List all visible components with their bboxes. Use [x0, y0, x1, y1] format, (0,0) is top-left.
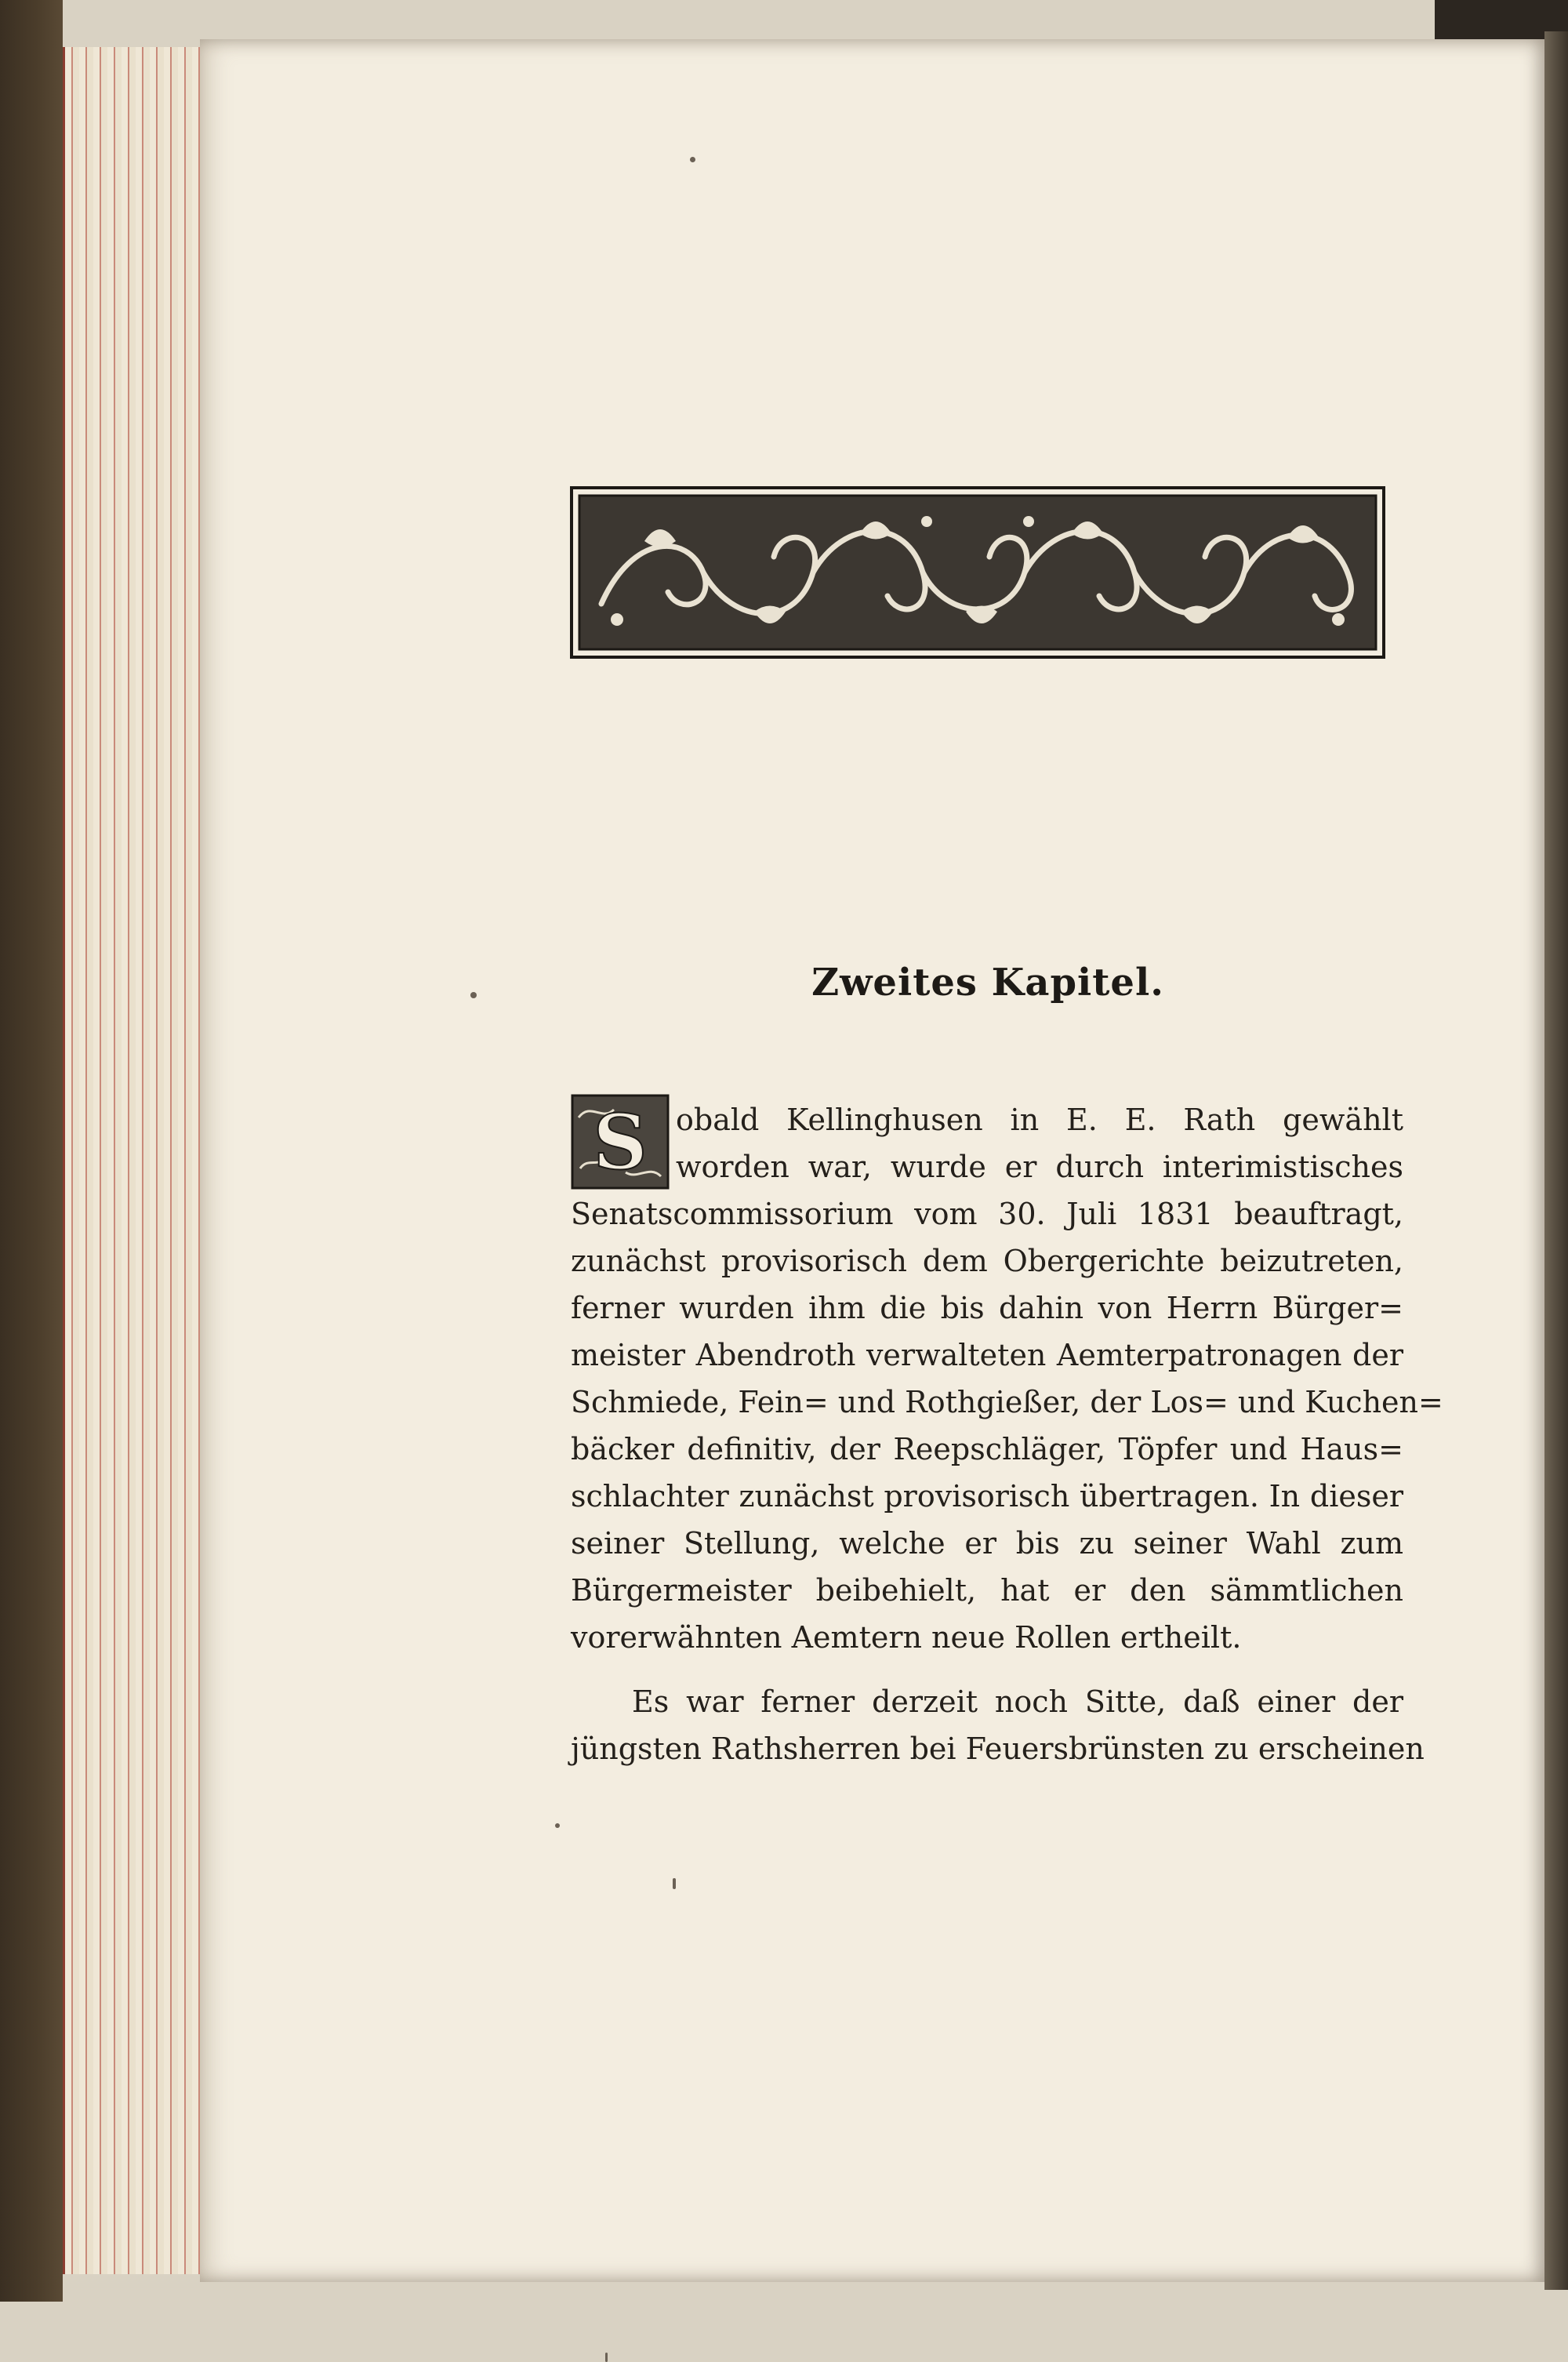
- initial-frame-icon: [571, 1094, 670, 1190]
- text-line: vorerwähnten Aemtern neue Rollen ertheilt.: [571, 1620, 1242, 1655]
- page-edges: [63, 47, 202, 2274]
- paper-speck: [555, 1823, 560, 1828]
- text-line: worden war, wurde er durch interimistisches: [676, 1150, 1403, 1184]
- text-line: obald Kellinghusen in E. E. Rath gewählt: [676, 1103, 1403, 1137]
- paper-speck: [605, 2353, 608, 2362]
- book-cover-edge: [0, 0, 63, 2302]
- text-line: bäcker definitiv, der Reepschläger, Töpfer und Haus=: [571, 1432, 1403, 1466]
- text-line: Schmiede, Fein= und Rothgießer, der Los= und Kuchen=: [571, 1385, 1443, 1419]
- paper-speck: [690, 157, 695, 162]
- chapter-title: Zweites Kapitel.: [811, 961, 1164, 1005]
- paper-speck: [673, 1878, 676, 1889]
- paper-speck: [470, 992, 477, 998]
- text-line: Senatscommissorium vom 30. Juli 1831 beauftragt,: [571, 1197, 1403, 1231]
- text-line: schlachter zunächst provisorisch übertragen. In dieser: [571, 1479, 1403, 1513]
- ornament-band-icon: [570, 486, 1385, 659]
- text-line: jüngsten Rathsherren bei Feuersbrünsten zu erscheinen: [571, 1732, 1425, 1766]
- initial-letter: S: [593, 1098, 648, 1186]
- text-line: zunächst provisorisch dem Obergerichte beizutreten,: [571, 1244, 1403, 1278]
- text-line: Bürgermeister beibehielt, hat er den sämmtlichen: [571, 1573, 1403, 1608]
- text-line: seiner Stellung, welche er bis zu seiner Wahl zum: [571, 1526, 1403, 1561]
- text-line: Es war ferner derzeit noch Sitte, daß einer der: [632, 1684, 1403, 1719]
- text-line: meister Abendroth verwalteten Aemterpatronagen der: [571, 1338, 1403, 1372]
- book-spine-shadow: [1544, 31, 1568, 2290]
- decorated-initial: [571, 1094, 670, 1190]
- text-line: ferner wurden ihm die bis dahin von Herrn Bürger=: [571, 1291, 1403, 1325]
